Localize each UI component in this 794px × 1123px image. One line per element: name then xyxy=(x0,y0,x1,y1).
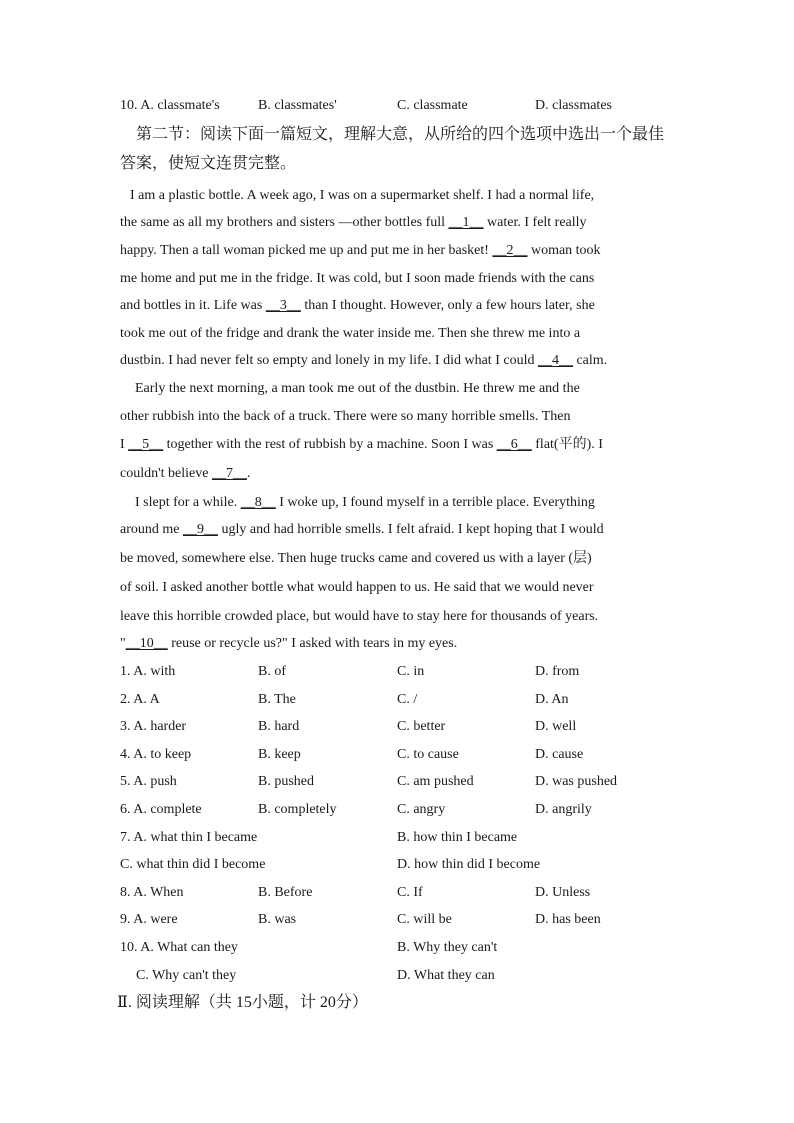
option-d[interactable]: D. was pushed xyxy=(535,774,618,789)
heading-line-1: 第二节：阅读下面一篇短文，理解大意，从所给的四个选项中选出一个最佳 xyxy=(136,126,665,143)
passage-line: I __5__ together with the rest of rubbish by a machine. Soon I was __6__ flat(平的). I xyxy=(120,434,603,456)
blank-1[interactable]: __1__ xyxy=(448,215,484,230)
question-7-options-row-2 xyxy=(120,855,680,875)
option-a[interactable]: 1. A. with xyxy=(120,664,176,679)
option-c[interactable]: C. Why can't they xyxy=(136,968,237,983)
option-b[interactable]: B. pushed xyxy=(258,774,314,789)
section-2-title: Ⅱ. 阅读理解（共 15小题，计 20分） xyxy=(117,994,368,1011)
option-b[interactable]: B. completely xyxy=(258,802,337,817)
option-a[interactable]: 5. A. push xyxy=(120,774,177,789)
option-d[interactable]: D. angrily xyxy=(535,802,592,817)
option-b[interactable]: B. hard xyxy=(258,719,300,734)
passage-line: other rubbish into the back of a truck. There were so many horrible smells. Then xyxy=(120,409,571,424)
option-c[interactable]: C. in xyxy=(397,664,425,679)
question-3-options xyxy=(120,717,680,737)
option-b[interactable]: B. The xyxy=(258,692,296,707)
section-heading xyxy=(120,120,680,178)
blank-2[interactable]: __2__ xyxy=(492,243,528,258)
option-c[interactable]: C. better xyxy=(397,719,446,734)
option-b[interactable]: B. keep xyxy=(258,747,301,762)
question-5-options xyxy=(120,772,680,792)
question-4-options xyxy=(120,745,680,765)
passage-line: dustbin. I had never felt so empty and lonely in my life. I did what I could __4__ calm. xyxy=(120,350,607,372)
blank-3[interactable]: __3__ xyxy=(265,298,301,313)
option-c[interactable]: C. If xyxy=(397,885,423,900)
option-a[interactable]: 7. A. what thin I became xyxy=(120,830,258,845)
blank-6[interactable]: __6__ xyxy=(496,437,532,452)
option-d[interactable]: D. cause xyxy=(535,747,584,762)
passage-line: couldn't believe __7__. xyxy=(120,463,250,485)
option-d: D. classmates xyxy=(535,98,612,113)
passage-line: Early the next morning, a man took me out of the dustbin. He threw me and the xyxy=(135,381,580,396)
blank-10[interactable]: __10__ xyxy=(125,636,168,651)
passage-line: around me __9__ ugly and had horrible smells. I felt afraid. I kept hoping that I would xyxy=(120,519,604,541)
option-a[interactable]: 9. A. were xyxy=(120,912,178,927)
option-d[interactable]: D. how thin did I become xyxy=(397,857,541,872)
passage-line: leave this horrible crowded place, but would have to stay here for thousands of years. xyxy=(120,609,599,624)
blank-5[interactable]: __5__ xyxy=(128,437,164,452)
option-a[interactable]: 8. A. When xyxy=(120,885,184,900)
option-a[interactable]: 2. A. A xyxy=(120,692,160,707)
passage-line: I am a plastic bottle. A week ago, I was on a supermarket shelf. I had a normal life, xyxy=(130,188,595,203)
option-d[interactable]: D. well xyxy=(535,719,577,734)
passage-line: took me out of the fridge and drank the water inside me. Then she threw me into a xyxy=(120,326,581,341)
option-b[interactable]: B. of xyxy=(258,664,286,679)
option-c: C. classmate xyxy=(397,98,468,113)
option-a[interactable]: 3. A. harder xyxy=(120,719,187,734)
option-a[interactable]: 6. A. complete xyxy=(120,802,202,817)
question-1-options xyxy=(120,662,680,682)
option-b[interactable]: B. was xyxy=(258,912,297,927)
blank-4[interactable]: __4__ xyxy=(537,353,573,368)
option-b[interactable]: B. Why they can't xyxy=(397,940,498,955)
passage-line: be moved, somewhere else. Then huge trucks came and covered us with a layer (层) xyxy=(120,551,592,566)
passage-line: me home and put me in the fridge. It was cold, but I soon made friends with the cans xyxy=(120,271,595,286)
option-d[interactable]: D. What they can xyxy=(397,968,495,983)
heading-line-2: 答案，使短文连贯完整。 xyxy=(120,155,297,172)
option-c[interactable]: C. / xyxy=(397,692,418,707)
option-a[interactable]: 10. A. What can they xyxy=(120,940,238,955)
option-d[interactable]: D. has been xyxy=(535,912,601,927)
prev-question-10-options xyxy=(120,96,680,116)
question-9-options xyxy=(120,910,680,930)
passage-line: the same as all my brothers and sisters —other bottles full __1__ water. I felt really xyxy=(120,212,587,234)
option-a: 10. A. classmate's xyxy=(120,98,220,113)
option-c[interactable]: C. to cause xyxy=(397,747,459,762)
passage-line: happy. Then a tall woman picked me up and put me in her basket! __2__ woman took xyxy=(120,240,601,262)
option-b[interactable]: B. Before xyxy=(258,885,313,900)
blank-7[interactable]: __7__ xyxy=(211,466,247,481)
option-c[interactable]: C. angry xyxy=(397,802,446,817)
passage-line: I slept for a while. __8__ I woke up, I found myself in a terrible place. Everything xyxy=(135,492,595,514)
blank-8[interactable]: __8__ xyxy=(240,495,276,510)
option-b: B. classmates' xyxy=(258,98,337,113)
passage-line: "__10__ reuse or recycle us?" I asked with tears in my eyes. xyxy=(120,633,457,655)
option-c[interactable]: C. am pushed xyxy=(397,774,474,789)
blank-9[interactable]: __9__ xyxy=(182,522,218,537)
option-c[interactable]: C. what thin did I become xyxy=(120,857,266,872)
question-6-options xyxy=(120,800,680,820)
question-10-options-row-2 xyxy=(120,966,680,986)
question-7-options-row-1 xyxy=(120,828,680,848)
question-10-options-row-1 xyxy=(120,938,680,958)
option-d[interactable]: D. An xyxy=(535,692,569,707)
option-a[interactable]: 4. A. to keep xyxy=(120,747,192,762)
option-d[interactable]: D. Unless xyxy=(535,885,591,900)
question-2-options xyxy=(120,690,680,710)
passage-line: and bottles in it. Life was __3__ than I thought. However, only a few hours later, she xyxy=(120,295,595,317)
question-8-options xyxy=(120,883,680,903)
option-d[interactable]: D. from xyxy=(535,664,580,679)
option-b[interactable]: B. how thin I became xyxy=(397,830,518,845)
passage-line: of soil. I asked another bottle what would happen to us. He said that we would never xyxy=(120,580,594,595)
option-c[interactable]: C. will be xyxy=(397,912,452,927)
